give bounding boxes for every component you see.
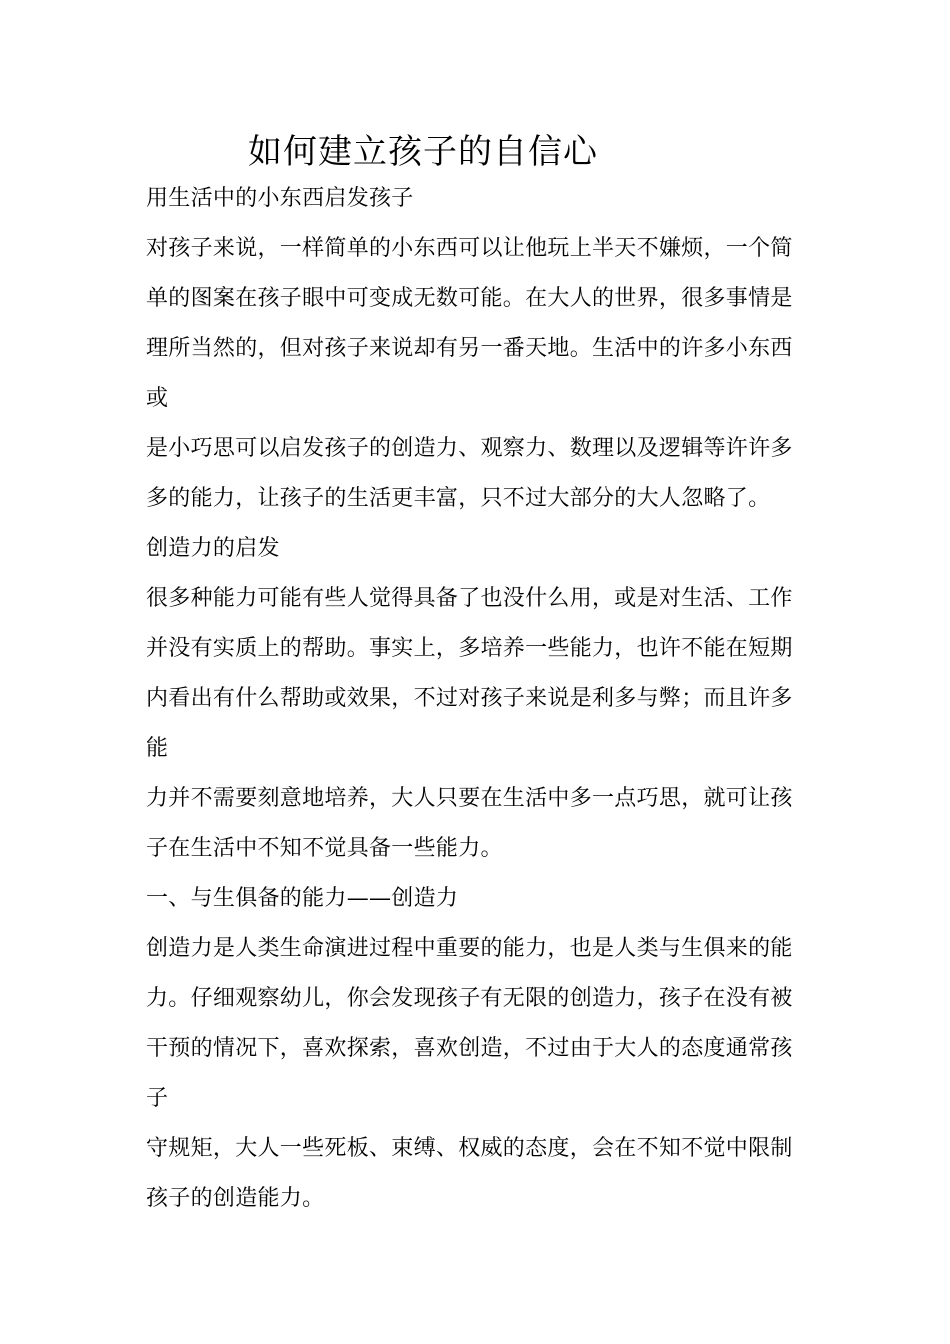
text-line: 一、与生俱备的能力——创造力 <box>146 886 459 911</box>
text-line: 孩子的创造能力。 <box>146 1186 325 1211</box>
text-line: 很多种能力可能有些人觉得具备了也没什么用，或是对生活、工作 <box>146 586 793 611</box>
text-line: 单的图案在孩子眼中可变成无数可能。在大人的世界，很多事情是 <box>146 286 793 311</box>
text-line: 干预的情况下，喜欢探索，喜欢创造，不过由于大人的态度通常孩 <box>146 1036 793 1061</box>
text-line: 力并不需要刻意地培养，大人只要在生活中多一点巧思，就可让孩 <box>146 786 793 811</box>
text-line: 对孩子来说，一样简单的小东西可以让他玩上半天不嫌烦，一个简 <box>146 236 793 261</box>
text-line: 子 <box>146 1086 169 1111</box>
text-line: 或 <box>146 386 169 411</box>
text-line: 能 <box>146 736 169 761</box>
text-line: 是小巧思可以启发孩子的创造力、观察力、数理以及逻辑等许许多 <box>146 436 793 461</box>
text-line: 创造力是人类生命演进过程中重要的能力，也是人类与生俱来的能 <box>146 936 793 961</box>
text-line: 创造力的启发 <box>146 536 280 561</box>
text-line: 理所当然的，但对孩子来说却有另一番天地。生活中的许多小东西 <box>146 336 793 361</box>
text-line: 用生活中的小东西启发孩子 <box>146 186 414 211</box>
text-line: 守规矩，大人一些死板、束缚、权威的态度，会在不知不觉中限制 <box>146 1136 793 1161</box>
document-title: 如何建立孩子的自信心 <box>248 132 598 172</box>
document-body <box>146 182 816 1232</box>
text-line: 力。仔细观察幼儿，你会发现孩子有无限的创造力，孩子在没有被 <box>146 986 793 1011</box>
text-line: 子在生活中不知不觉具备一些能力。 <box>146 836 503 861</box>
text-line: 多的能力，让孩子的生活更丰富，只不过大部分的大人忽略了。 <box>146 486 771 511</box>
text-line: 并没有实质上的帮助。事实上，多培养一些能力，也许不能在短期 <box>146 636 793 661</box>
text-line: 内看出有什么帮助或效果，不过对孩子来说是利多与弊；而且许多 <box>146 686 793 711</box>
